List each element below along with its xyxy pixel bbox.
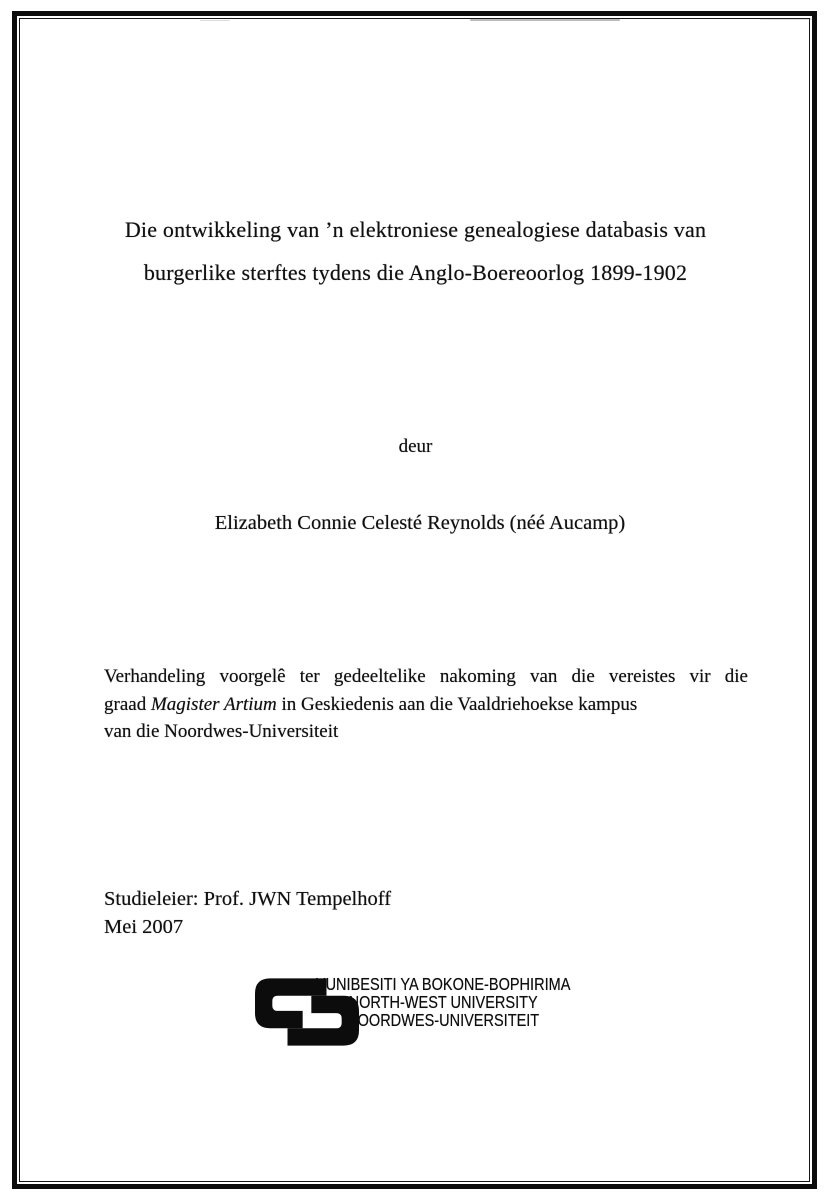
author-name: Elizabeth Connie Celesté Reynolds (néé Aucamp) [214, 512, 626, 534]
scan-artifact [760, 18, 815, 20]
declaration-line-2 [104, 691, 748, 719]
scan-artifact [200, 20, 230, 21]
logo-text-line-2: NORTH-WEST UNIVERSITY [348, 991, 538, 1012]
logo-text-line-3: NOORDWES-UNIVERSITEIT [347, 1009, 540, 1030]
declaration-line-3: van die Noordwes-Universiteit [104, 721, 339, 742]
thesis-title-line-1: Die ontwikkeling van ’n elektroniese genealogiese databasis van [124, 217, 707, 242]
university-logo-text [312, 976, 574, 1029]
declaration-line-2-prefix: graad [104, 693, 151, 715]
degree-declaration [104, 663, 748, 746]
date-line: Mei 2007 [104, 916, 184, 938]
scan-artifact [470, 19, 620, 21]
thesis-title [90, 208, 741, 294]
declaration-line-2-suffix: in Geskiedenis aan die Vaaldriehoekse kampus [276, 693, 638, 715]
declaration-line-1: Verhandeling voorgelê ter gedeeltelike nakoming van die vereistes vir die [104, 666, 748, 687]
supervisor-line: Studieleier: Prof. JWN Tempelhoff [104, 888, 392, 910]
degree-name-italic: Magister Artium [150, 693, 277, 715]
thesis-title-line-2: burgerlike sterftes tydens die Anglo-Boereoorlog 1899-1902 [143, 260, 688, 285]
logo-text-line-1: YUNIBESITI YA BOKONE-BOPHIRIMA [315, 974, 571, 994]
supervisor-date-block [104, 885, 391, 941]
byline-label: deur [398, 436, 433, 457]
